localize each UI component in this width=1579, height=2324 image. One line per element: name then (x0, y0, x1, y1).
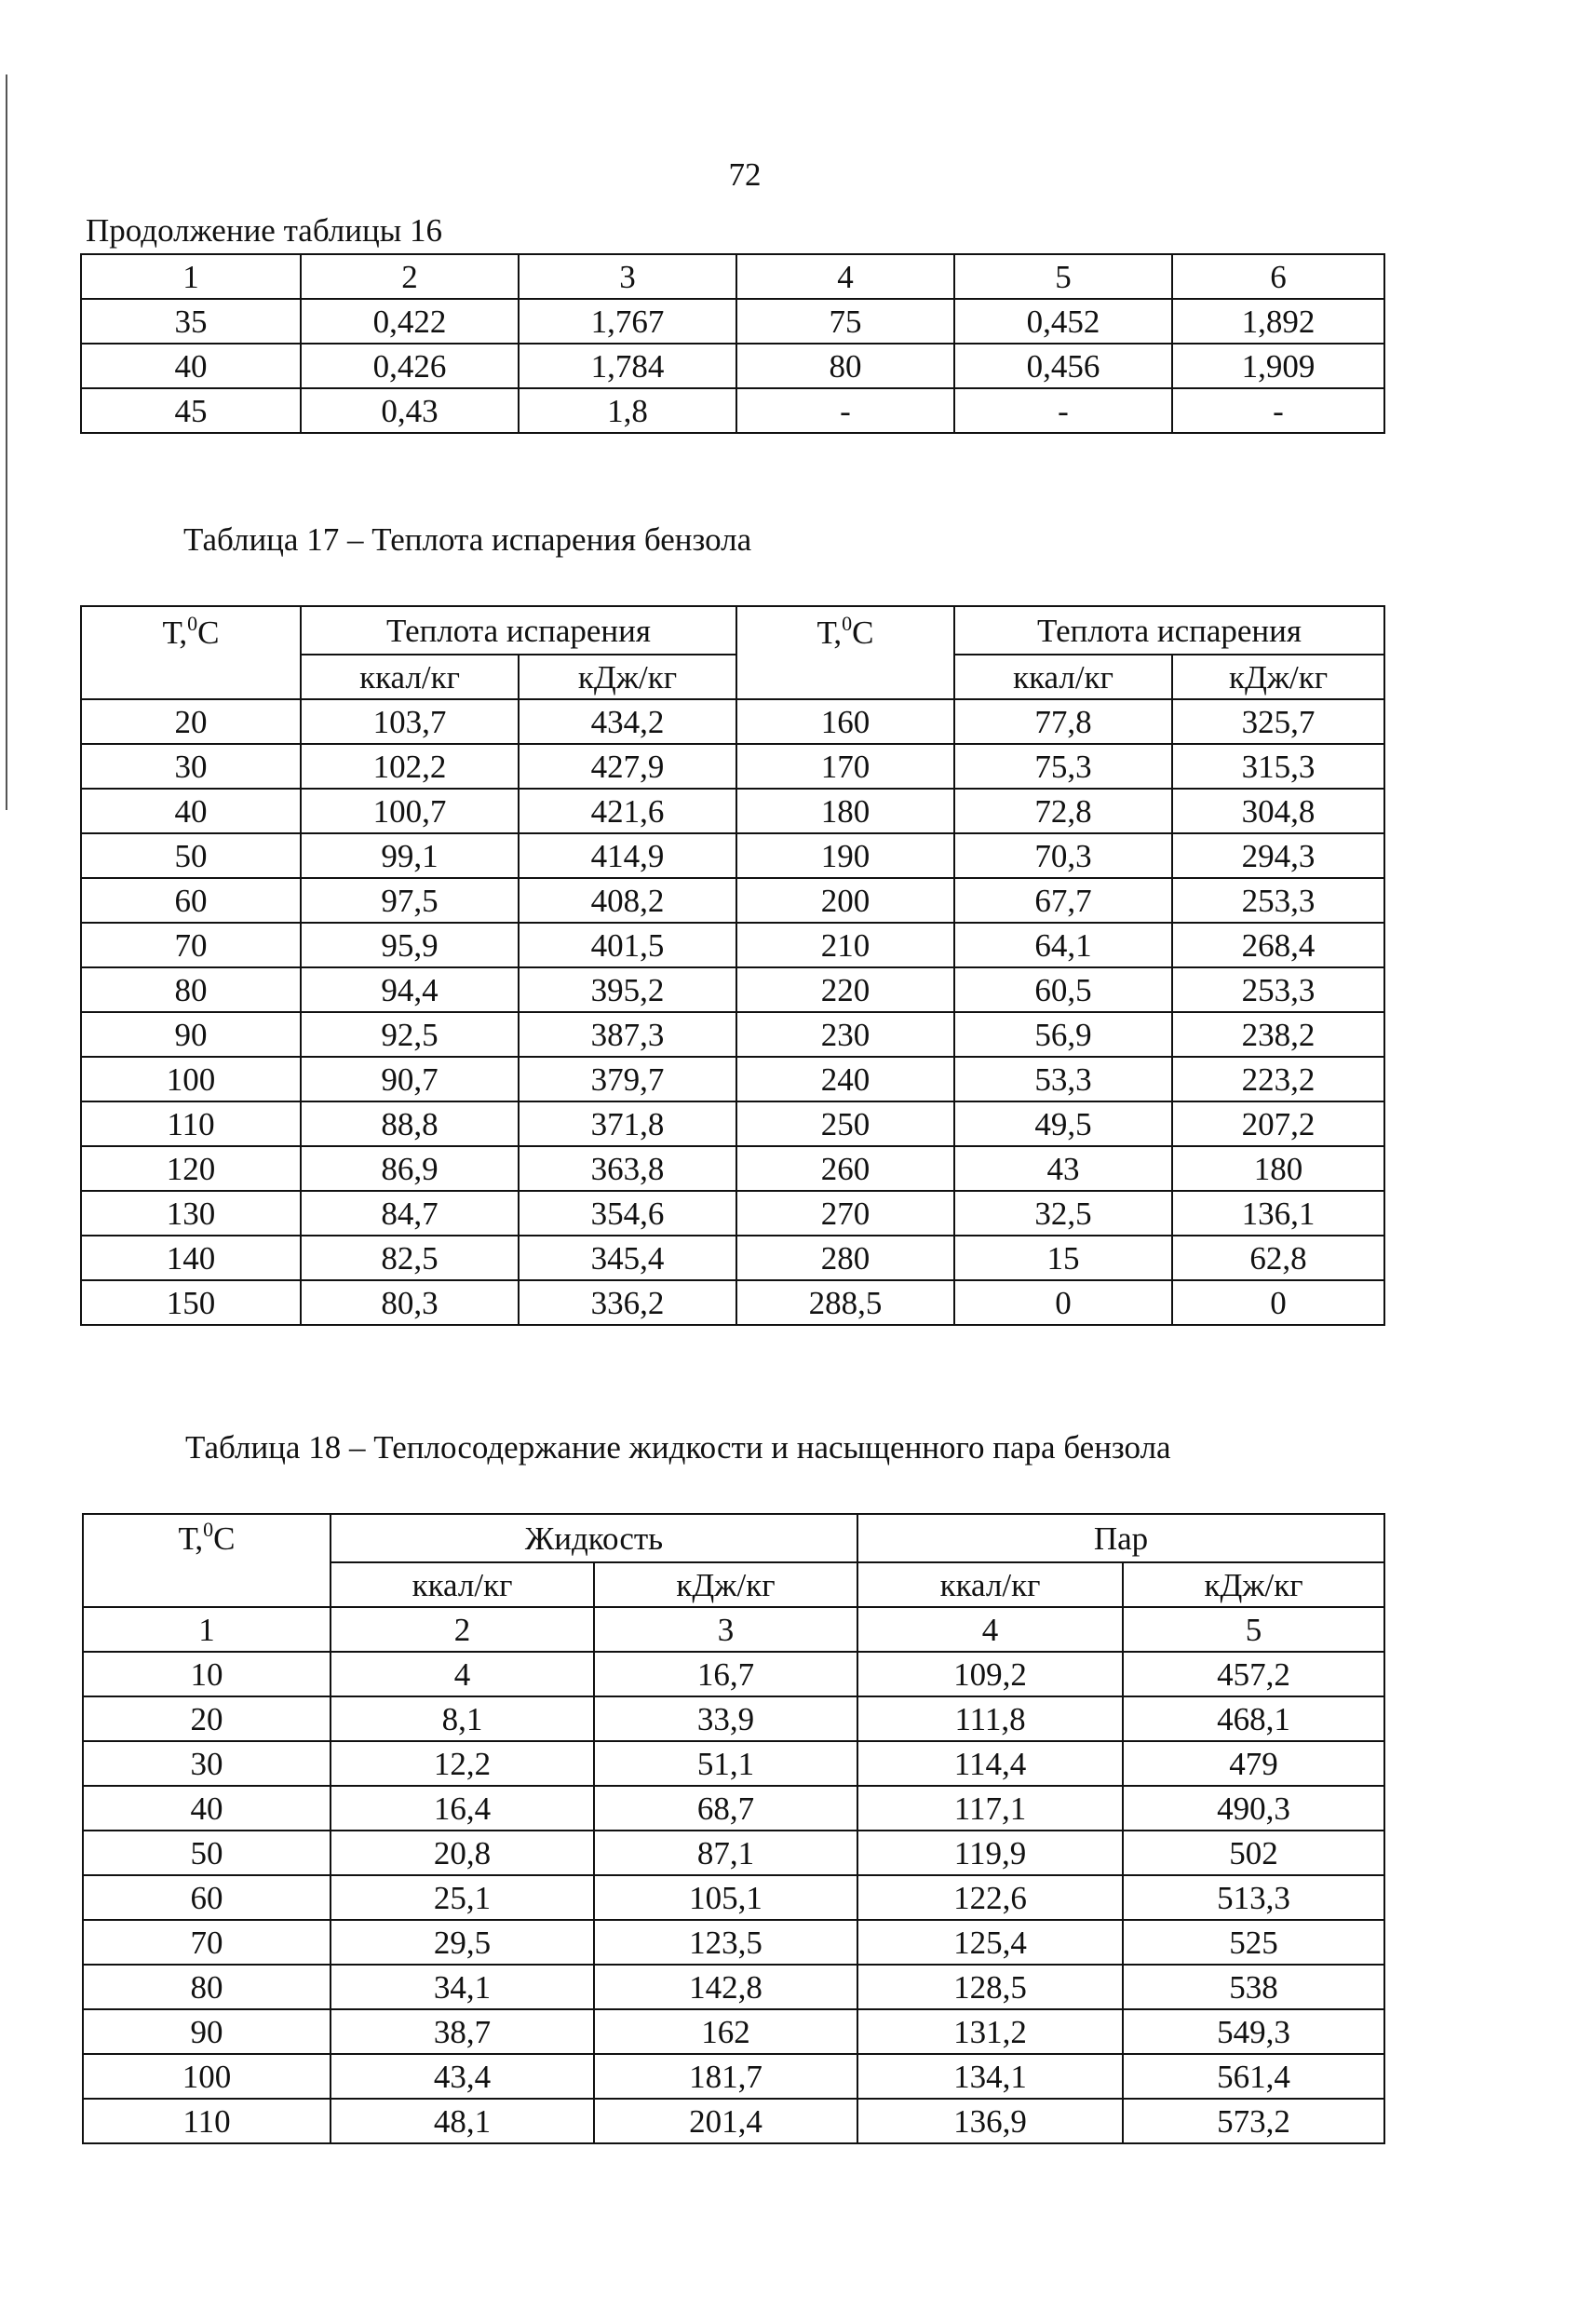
table17-data-cell: 0 (1172, 1280, 1384, 1325)
table17-data-cell: 379,7 (519, 1057, 736, 1101)
table18-data-cell: 181,7 (594, 2054, 857, 2099)
table17-data-row (81, 744, 1384, 789)
table17-data-cell: 223,2 (1172, 1057, 1384, 1101)
table18-numbering-row (83, 1607, 1384, 1652)
table18-data-cell: 34,1 (331, 1965, 594, 2009)
table18-data-cell: 573,2 (1123, 2099, 1384, 2143)
table17-data-cell: 268,4 (1172, 923, 1384, 967)
table18-data-cell: 90 (83, 2009, 331, 2054)
table16-data-row (81, 388, 1384, 433)
table17-data-row (81, 1012, 1384, 1057)
table18-data-cell: 123,5 (594, 1920, 857, 1965)
table17-data-cell: 387,3 (519, 1012, 736, 1057)
table18-data-cell: 538 (1123, 1965, 1384, 2009)
table18-data-cell: 114,4 (857, 1741, 1123, 1786)
table18-data-cell: 16,4 (331, 1786, 594, 1831)
table18-data-cell: 162 (594, 2009, 857, 2054)
table17-data-cell: 280 (736, 1236, 954, 1280)
table17-data-cell: 140 (81, 1236, 301, 1280)
table18-data-cell: 131,2 (857, 2009, 1123, 2054)
table17-data-cell: 270 (736, 1191, 954, 1236)
table17-data-row (81, 878, 1384, 923)
table18-data-cell: 109,2 (857, 1652, 1123, 1696)
table18-data-cell: 33,9 (594, 1696, 857, 1741)
table17-data-cell: 97,5 (301, 878, 519, 923)
table18-data-cell: 16,7 (594, 1652, 857, 1696)
temp-prefix: Т, (178, 1520, 204, 1557)
table17-data-cell: 120 (81, 1146, 301, 1191)
table18-data-cell: 561,4 (1123, 2054, 1384, 2099)
table17-data-cell: 354,6 (519, 1191, 736, 1236)
table17-data-cell: 40 (81, 789, 301, 833)
table18-data-cell: 142,8 (594, 1965, 857, 2009)
table17-data-cell: 70,3 (954, 833, 1172, 878)
table18-data-cell: 110 (83, 2099, 331, 2143)
table18-data-cell: 125,4 (857, 1920, 1123, 1965)
table17-data-cell: 434,2 (519, 699, 736, 744)
table17-data-cell: 90 (81, 1012, 301, 1057)
table16-data-cell: - (1172, 388, 1384, 433)
table17-data-cell: 294,3 (1172, 833, 1384, 878)
table17-data-cell: 88,8 (301, 1101, 519, 1146)
table18-data-row (83, 1741, 1384, 1786)
temp-prefix: Т, (162, 615, 188, 651)
table17-data-row (81, 1057, 1384, 1101)
table16-numbering-cell: 4 (736, 254, 954, 299)
table17-data-cell: 253,3 (1172, 878, 1384, 923)
table18-data-cell: 8,1 (331, 1696, 594, 1741)
table16-data-cell: - (954, 388, 1172, 433)
table18-data-cell: 457,2 (1123, 1652, 1384, 1696)
table17-data-cell: 100,7 (301, 789, 519, 833)
table16-data-cell: 0,452 (954, 299, 1172, 344)
table17-data-cell: 336,2 (519, 1280, 736, 1325)
table17-data-cell: 220 (736, 967, 954, 1012)
table16-data-cell: 1,767 (519, 299, 736, 344)
table16-data-row (81, 344, 1384, 388)
page-number: 72 (728, 156, 762, 193)
table17-data-cell: 408,2 (519, 878, 736, 923)
table17-data-cell: 200 (736, 878, 954, 923)
table18-data-cell: 490,3 (1123, 1786, 1384, 1831)
table17-data-cell: 110 (81, 1101, 301, 1146)
table18-numbering-cell: 1 (83, 1607, 331, 1652)
table17-data-cell: 190 (736, 833, 954, 878)
table18-data-cell: 68,7 (594, 1786, 857, 1831)
temp-degree-sup: 0 (187, 612, 198, 635)
temp-suffix: С (852, 615, 874, 651)
table17-body (81, 699, 1384, 1325)
table16-data-cell: 35 (81, 299, 301, 344)
table18-data-cell: 10 (83, 1652, 331, 1696)
table18-data-row (83, 2009, 1384, 2054)
table17-data-cell: 304,8 (1172, 789, 1384, 833)
table16-body (81, 254, 1384, 433)
table16-data-cell: - (736, 388, 954, 433)
table17-data-row (81, 967, 1384, 1012)
table17-data-cell: 64,1 (954, 923, 1172, 967)
table17-data-cell: 30 (81, 744, 301, 789)
table18-data-cell: 468,1 (1123, 1696, 1384, 1741)
table17-data-row (81, 789, 1384, 833)
table18-data-cell: 119,9 (857, 1831, 1123, 1875)
table17-data-cell: 421,6 (519, 789, 736, 833)
table18-header-row (83, 1514, 1384, 1562)
table17-data-row (81, 1101, 1384, 1146)
table16-numbering-row (81, 254, 1384, 299)
table16-data-cell: 0,426 (301, 344, 519, 388)
table17-header-row (81, 606, 1384, 655)
table17-data-cell: 60 (81, 878, 301, 923)
table18-data-cell: 136,9 (857, 2099, 1123, 2143)
table18-data-cell: 201,4 (594, 2099, 857, 2143)
table17-data-cell: 99,1 (301, 833, 519, 878)
temp-suffix: С (197, 615, 220, 651)
table17-data-cell: 82,5 (301, 1236, 519, 1280)
table17-data-cell: 70 (81, 923, 301, 967)
table17-data-cell: 260 (736, 1146, 954, 1191)
table18-data-row (83, 1831, 1384, 1875)
table17-data-cell: 345,4 (519, 1236, 736, 1280)
table18-data-cell: 80 (83, 1965, 331, 2009)
table18-group-vapor: Пар (857, 1514, 1384, 1562)
table17-data-cell: 62,8 (1172, 1236, 1384, 1280)
table16-data-cell: 80 (736, 344, 954, 388)
table18-data-cell: 43,4 (331, 2054, 594, 2099)
table17-unit-kj-right: кДж/кг (1172, 655, 1384, 699)
table16-data-cell: 0,422 (301, 299, 519, 344)
table17-data-cell: 315,3 (1172, 744, 1384, 789)
table17-data-cell: 253,3 (1172, 967, 1384, 1012)
table18-data-cell: 87,1 (594, 1831, 857, 1875)
table18-data-cell: 502 (1123, 1831, 1384, 1875)
table18-unit-kcal-vapor: ккал/кг (857, 1562, 1123, 1607)
table18-data-cell: 128,5 (857, 1965, 1123, 2009)
table17-data-row (81, 1280, 1384, 1325)
table17-data-cell: 95,9 (301, 923, 519, 967)
table18-body (83, 1607, 1384, 2143)
table17-data-cell: 77,8 (954, 699, 1172, 744)
table18-data-cell: 50 (83, 1831, 331, 1875)
table17-data-cell: 102,2 (301, 744, 519, 789)
table18-data-cell: 25,1 (331, 1875, 594, 1920)
table17 (80, 605, 1385, 1326)
table18-data-row (83, 1786, 1384, 1831)
table17-data-cell: 160 (736, 699, 954, 744)
table16-data-cell: 0,43 (301, 388, 519, 433)
table17-data-cell: 325,7 (1172, 699, 1384, 744)
table17-data-cell: 53,3 (954, 1057, 1172, 1101)
table17-group-heat-right: Теплота испарения (954, 606, 1384, 655)
table18-data-row (83, 1652, 1384, 1696)
table18-data-row (83, 1920, 1384, 1965)
table17-data-cell: 230 (736, 1012, 954, 1057)
table18-data-cell: 122,6 (857, 1875, 1123, 1920)
table18-data-cell: 48,1 (331, 2099, 594, 2143)
table17-data-row (81, 699, 1384, 744)
table17-data-cell: 100 (81, 1057, 301, 1101)
temp-degree-sup: 0 (203, 1518, 214, 1541)
table17-data-cell: 49,5 (954, 1101, 1172, 1146)
table18-data-row (83, 2054, 1384, 2099)
temp-suffix: С (213, 1520, 236, 1557)
table17-data-cell: 210 (736, 923, 954, 967)
table17-data-row (81, 923, 1384, 967)
table18-data-cell: 100 (83, 2054, 331, 2099)
table17-data-cell: 288,5 (736, 1280, 954, 1325)
table17-data-row (81, 1236, 1384, 1280)
table18-data-row (83, 1875, 1384, 1920)
table18-data-cell: 29,5 (331, 1920, 594, 1965)
table18-caption: Таблица 18 – Теплосодержание жидкости и насыщенного пара бензола (185, 1429, 1171, 1466)
table18-data-cell: 30 (83, 1741, 331, 1786)
table16-data-cell: 0,456 (954, 344, 1172, 388)
table16-data-cell: 1,909 (1172, 344, 1384, 388)
table18-unit-kj-liquid: кДж/кг (594, 1562, 857, 1607)
table17-data-cell: 90,7 (301, 1057, 519, 1101)
table17-col-temp-right (736, 606, 954, 699)
table17-group-heat-left: Теплота испарения (301, 606, 736, 655)
table17-data-cell: 427,9 (519, 744, 736, 789)
table18-data-cell: 105,1 (594, 1875, 857, 1920)
table18-numbering-cell: 3 (594, 1607, 857, 1652)
table17-data-cell: 150 (81, 1280, 301, 1325)
table18-data-cell: 20 (83, 1696, 331, 1741)
table16-caption: Продолжение таблицы 16 (86, 212, 442, 249)
table17-data-cell: 20 (81, 699, 301, 744)
table18-unit-kj-vapor: кДж/кг (1123, 1562, 1384, 1607)
table16-data-cell: 40 (81, 344, 301, 388)
temp-degree-sup: 0 (842, 612, 853, 635)
table18-data-row (83, 1965, 1384, 2009)
table18-data-cell: 134,1 (857, 2054, 1123, 2099)
table17-col-temp-left (81, 606, 301, 699)
table17-data-cell: 72,8 (954, 789, 1172, 833)
table17-data-cell: 363,8 (519, 1146, 736, 1191)
table17-data-cell: 170 (736, 744, 954, 789)
table17-data-cell: 94,4 (301, 967, 519, 1012)
table17-data-cell: 240 (736, 1057, 954, 1101)
table18-data-cell: 117,1 (857, 1786, 1123, 1831)
table18-data-row (83, 1696, 1384, 1741)
table18-data-cell: 111,8 (857, 1696, 1123, 1741)
table16-data-row (81, 299, 1384, 344)
table16-data-cell: 45 (81, 388, 301, 433)
table18-data-cell: 40 (83, 1786, 331, 1831)
table18-data-cell: 60 (83, 1875, 331, 1920)
table18-data-cell: 20,8 (331, 1831, 594, 1875)
table18-data-row (83, 2099, 1384, 2143)
table18-data-cell: 525 (1123, 1920, 1384, 1965)
table17-data-row (81, 1146, 1384, 1191)
table17-unit-kcal-right: ккал/кг (954, 655, 1172, 699)
table17-data-cell: 32,5 (954, 1191, 1172, 1236)
table18-data-cell: 70 (83, 1920, 331, 1965)
table17-data-cell: 371,8 (519, 1101, 736, 1146)
table18-data-cell: 38,7 (331, 2009, 594, 2054)
table17-unit-kj-left: кДж/кг (519, 655, 736, 699)
table17-data-cell: 180 (1172, 1146, 1384, 1191)
temp-prefix: Т, (816, 615, 843, 651)
table16-numbering-cell: 1 (81, 254, 301, 299)
table16-data-cell: 1,8 (519, 388, 736, 433)
table17-data-row (81, 833, 1384, 878)
table17-data-cell: 84,7 (301, 1191, 519, 1236)
table17-data-row (81, 1191, 1384, 1236)
table18-group-liquid: Жидкость (331, 1514, 857, 1562)
table17-data-cell: 130 (81, 1191, 301, 1236)
table17-data-cell: 395,2 (519, 967, 736, 1012)
table18-data-cell: 513,3 (1123, 1875, 1384, 1920)
table16-data-cell: 1,784 (519, 344, 736, 388)
table18 (82, 1513, 1385, 2144)
table17-data-cell: 414,9 (519, 833, 736, 878)
table16-data-cell: 75 (736, 299, 954, 344)
table16-numbering-cell: 2 (301, 254, 519, 299)
table17-data-cell: 0 (954, 1280, 1172, 1325)
table17-data-cell: 60,5 (954, 967, 1172, 1012)
table18-col-temp (83, 1514, 331, 1607)
table17-data-cell: 43 (954, 1146, 1172, 1191)
table17-data-cell: 56,9 (954, 1012, 1172, 1057)
table16 (80, 253, 1385, 434)
table18-unit-kcal-liquid: ккал/кг (331, 1562, 594, 1607)
table18-data-cell: 51,1 (594, 1741, 857, 1786)
table17-data-cell: 180 (736, 789, 954, 833)
table17-data-cell: 86,9 (301, 1146, 519, 1191)
table17-data-cell: 67,7 (954, 878, 1172, 923)
table16-data-cell: 1,892 (1172, 299, 1384, 344)
table18-numbering-cell: 4 (857, 1607, 1123, 1652)
table17-data-cell: 401,5 (519, 923, 736, 967)
table17-data-cell: 103,7 (301, 699, 519, 744)
table17-data-cell: 15 (954, 1236, 1172, 1280)
table18-data-cell: 549,3 (1123, 2009, 1384, 2054)
table17-unit-kcal-left: ккал/кг (301, 655, 519, 699)
table17-data-cell: 136,1 (1172, 1191, 1384, 1236)
table18-data-cell: 12,2 (331, 1741, 594, 1786)
table18-numbering-cell: 2 (331, 1607, 594, 1652)
table17-data-cell: 75,3 (954, 744, 1172, 789)
table18-data-cell: 4 (331, 1652, 594, 1696)
table17-data-cell: 80 (81, 967, 301, 1012)
table17-data-cell: 250 (736, 1101, 954, 1146)
table17-data-cell: 207,2 (1172, 1101, 1384, 1146)
table16-numbering-cell: 3 (519, 254, 736, 299)
table16-numbering-cell: 5 (954, 254, 1172, 299)
table17-caption: Таблица 17 – Теплота испарения бензола (183, 521, 752, 558)
table17-data-cell: 92,5 (301, 1012, 519, 1057)
table16-numbering-cell: 6 (1172, 254, 1384, 299)
table17-data-cell: 50 (81, 833, 301, 878)
table17-data-cell: 80,3 (301, 1280, 519, 1325)
table18-numbering-cell: 5 (1123, 1607, 1384, 1652)
table17-data-cell: 238,2 (1172, 1012, 1384, 1057)
table18-data-cell: 479 (1123, 1741, 1384, 1786)
